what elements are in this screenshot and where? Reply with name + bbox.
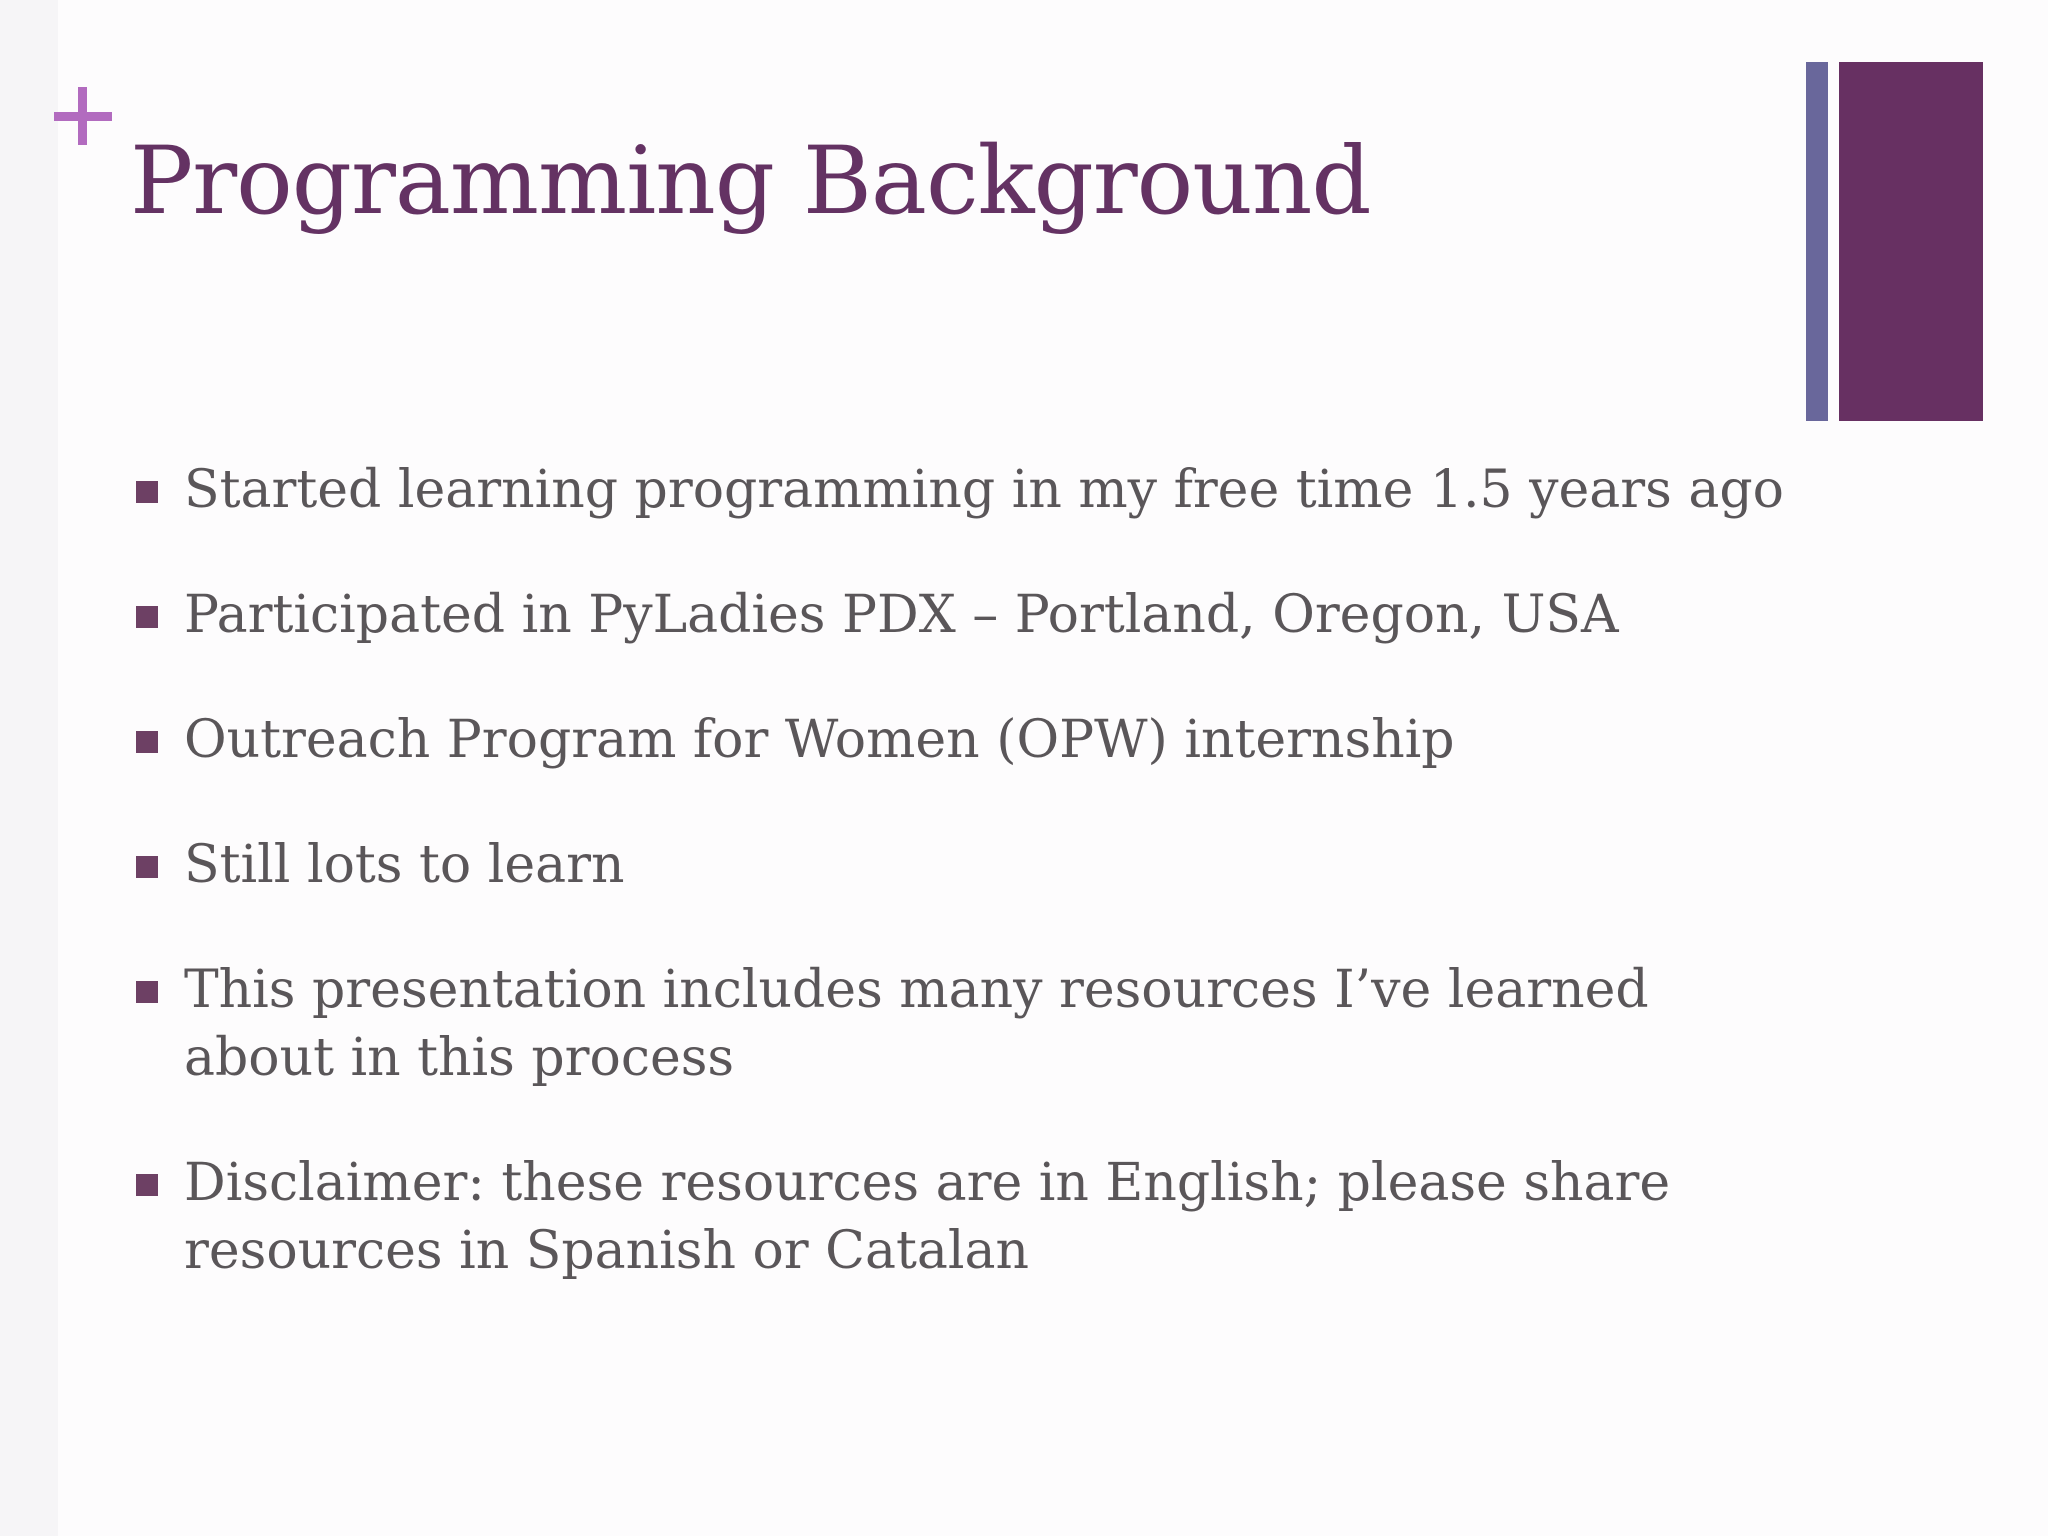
bullet-text: Disclaimer: these resources are in English; please share resources in Spanish or Catalan: [184, 1153, 1671, 1281]
bullet-text: Participated in PyLadies PDX – Portland, Oregon, USA: [184, 585, 1619, 645]
bullet-text: This presentation includes many resources I’ve learned about in this process: [184, 960, 1649, 1088]
bullet-item: [134, 706, 1814, 774]
square-bullet-icon: [136, 856, 158, 878]
bullet-item: [134, 1149, 1744, 1285]
bullet-item: [134, 456, 1814, 524]
decorative-bar-thick: [1839, 62, 1983, 421]
square-bullet-icon: [136, 481, 158, 503]
decorative-bar-thin: [1806, 62, 1828, 421]
bullet-list: [134, 456, 1814, 1342]
square-bullet-icon: [136, 731, 158, 753]
square-bullet-icon: [136, 981, 158, 1003]
square-bullet-icon: [136, 1174, 158, 1196]
bullet-item: [134, 956, 1744, 1092]
bullet-item: [134, 581, 1814, 649]
bullet-text: Started learning programming in my free time 1.5 years ago: [184, 460, 1784, 520]
bullet-text: Outreach Program for Women (OPW) internship: [184, 710, 1455, 770]
plus-icon: [54, 87, 112, 145]
bullet-item: [134, 831, 1814, 899]
slide-title: Programming Background: [130, 127, 1371, 236]
bullet-text: Still lots to learn: [184, 835, 625, 895]
left-margin-strip: [0, 0, 58, 1536]
square-bullet-icon: [136, 606, 158, 628]
